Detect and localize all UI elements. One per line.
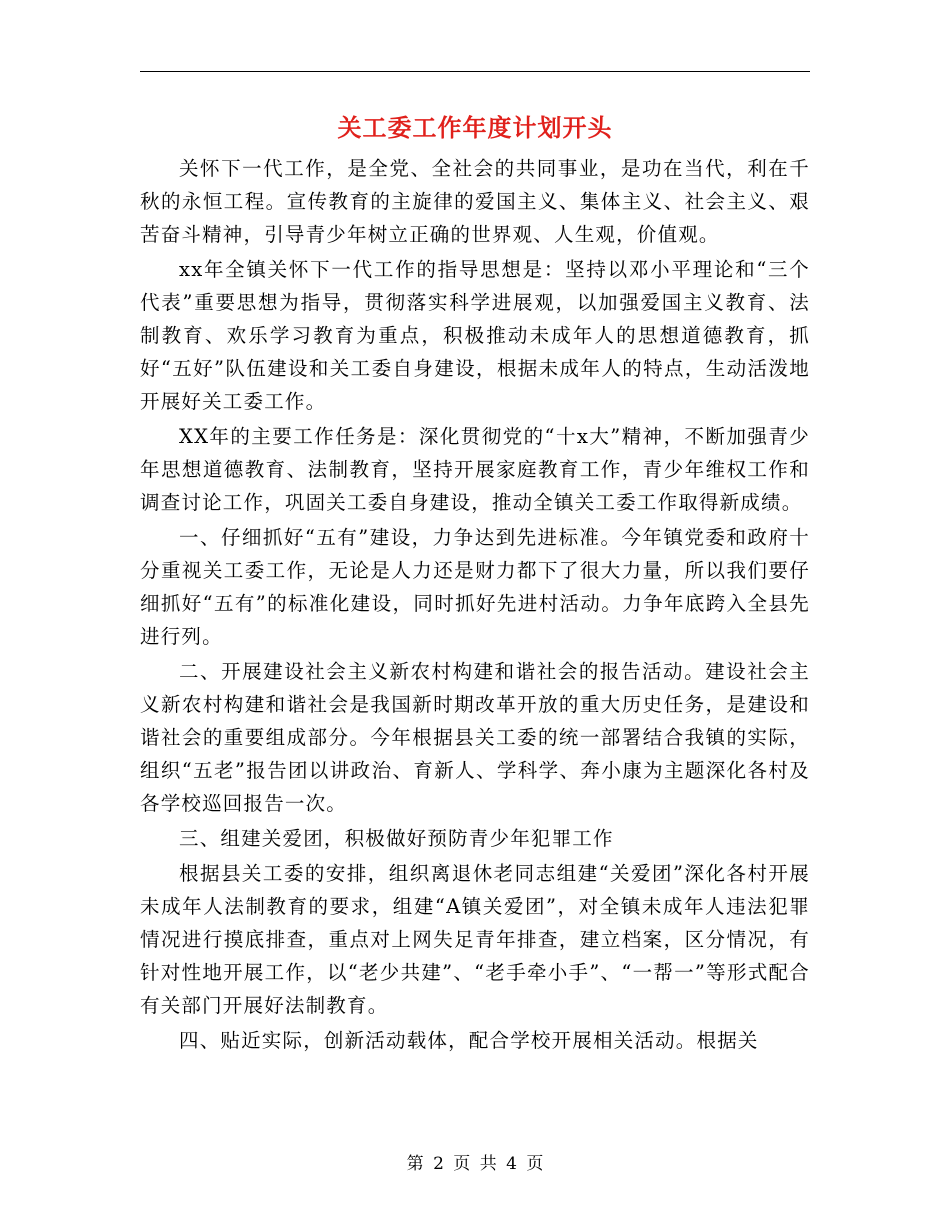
paragraph-main-tasks: XX年的主要工作任务是：深化贯彻党的“十x大”精神，不断加强青少年思想道德教育、法制教育，坚持开展家庭教育工作，青少年维权工作和调查讨论工作，巩固关工委自身建设，推动全镇关工委工作取得新成绩。 <box>140 425 810 514</box>
document-body <box>140 152 810 1059</box>
header-rule <box>140 71 810 72</box>
page-number-footer: 第 2 页 共 4 页 <box>406 1154 544 1174</box>
paragraph-item-3-heading: 三、组建关爱团，积极做好预防青少年犯罪工作 <box>179 827 614 850</box>
paragraph-item-4: 四、贴近实际，创新活动载体，配合学校开展相关活动。根据关 <box>179 1029 759 1052</box>
paragraph-item-3-body: 根据县关工委的安排，组织离退休老同志组建“关爱团”深化各村开展未成年人法制教育的要求，组建“A镇关爱团”，对全镇未成年人违法犯罪情况进行摸底排查，重点对上网失足青年排查，建立档案，区分情况，有针对性地开展工作，以“老少共建”、“老手牵小手”、“一帮一”等形式配合有关部门开展好法制教育。 <box>140 862 810 1017</box>
paragraph-item-2: 二、开展建设社会主义新农村构建和谐社会的报告活动。建设社会主义新农村构建和谐社会是我国新时期改革开放的重大历史任务，是建设和谐社会的重要组成部分。今年根据县关工委的统一部署结合我镇的实际，组织“五老”报告团以讲政治、育新人、学科学、奔小康为主题深化各村及各学校巡回报告一次。 <box>140 660 810 815</box>
paragraph-intro: 关怀下一代工作，是全党、全社会的共同事业，是功在当代，利在千秋的永恒工程。宣传教育的主旋律的爱国主义、集体主义、社会主义、艰苦奋斗精神，引导青少年树立正确的世界观、人生观，价值观。 <box>140 157 810 246</box>
document-title: 关工委工作年度计划开头 <box>337 113 613 142</box>
paragraph-item-1: 一、仔细抓好“五有”建设，力争达到先进标准。今年镇党委和政府十分重视关工委工作，无论是人力还是财力都下了很大力量，所以我们要仔细抓好“五有”的标准化建设，同时抓好先进村活动。力争年底跨入全县先进行列。 <box>140 526 810 648</box>
paragraph-guiding-thought: xx年全镇关怀下一代工作的指导思想是：坚持以邓小平理论和“三个代表”重要思想为指导，贯彻落实科学进展观，以加强爱国主义教育、法制教育、欢乐学习教育为重点，积极推动未成年人的思想道德教育，抓好“五好”队伍建设和关工委自身建设，根据未成年人的特点，生动活泼地开展好关工委工作。 <box>140 258 810 413</box>
